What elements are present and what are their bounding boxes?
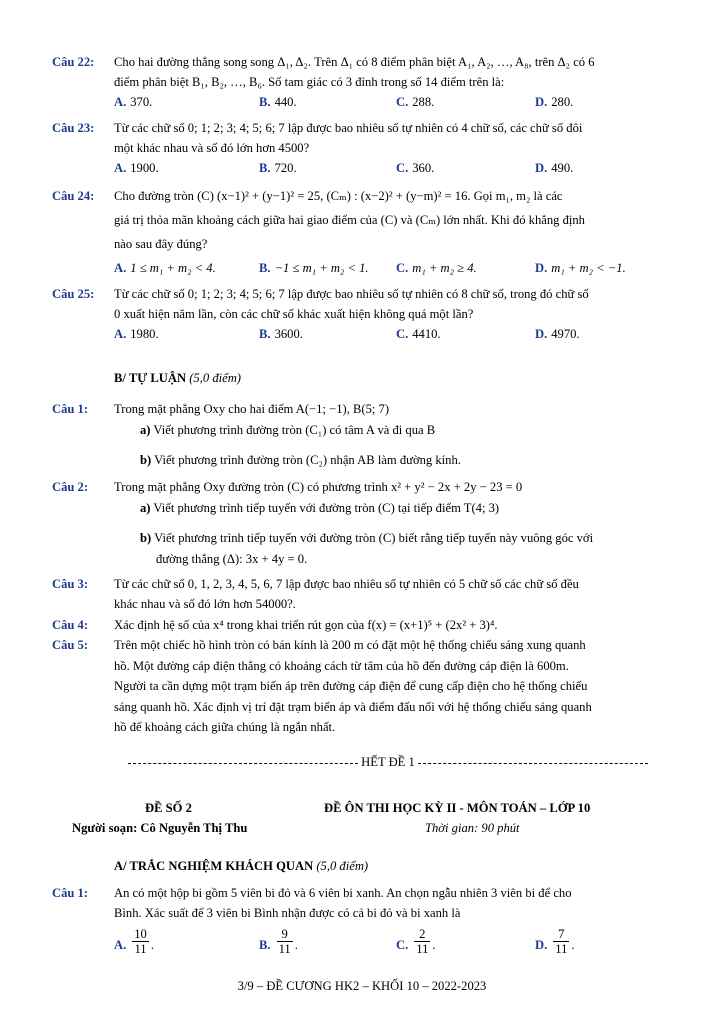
options-row — [114, 92, 672, 112]
question-label: Câu 22: — [52, 55, 95, 69]
question-text — [114, 52, 672, 92]
essay-question-5 — [52, 635, 672, 738]
option-d: D. 490. — [535, 161, 574, 175]
text-line: điểm phân biệt B₁, B₂, …, B₆. Số tam giác có 3 đỉnh trong số 14 điểm trên là: — [114, 75, 505, 89]
question-text — [114, 635, 672, 738]
sub-question-a: a) Viết phương trình tiếp tuyến với đường tròn (C) tại tiếp điểm T(4; 3) — [140, 501, 500, 515]
question-label: Câu 23: — [52, 121, 95, 135]
text-line: khác nhau và số đó lớn hơn 54000?. — [114, 597, 296, 611]
essay-question-1 — [52, 399, 672, 471]
question-label: Câu 1: — [52, 402, 89, 416]
section-points: (5,0 điểm) — [316, 859, 369, 873]
fraction: $\frac{7}{11}$ — [555, 926, 568, 956]
option-d: D. 4970. — [535, 327, 580, 341]
text-line: Trong mặt phẳng Oxy đường tròn (C) có phương trình x² + y² − 2x + 2y − 23 = 0 — [114, 480, 523, 494]
question-1 — [52, 883, 672, 965]
section-essay-title — [114, 368, 241, 388]
option-b: B. 720. — [259, 161, 297, 175]
question-label: Câu 3: — [52, 577, 89, 591]
text-line: Từ các chữ số 0; 1; 2; 3; 4; 5; 6; 7 lập được bao nhiêu số tự nhiên có 8 chữ số, trong đó chữ số — [114, 287, 589, 301]
text-line: Trên một chiếc hồ hình tròn có bán kính là 200 m có đặt một hệ thống chiếu sáng xung quanh — [114, 638, 586, 652]
section-title: B/ TỰ LUẬN — [114, 371, 187, 385]
option-b: B. $\frac{9}{11}$ . — [259, 926, 298, 956]
question-text — [114, 574, 672, 614]
question-22 — [52, 52, 672, 112]
option-a: A. 370. — [114, 95, 153, 109]
text-line: giá trị thỏa mãn khoảng cách giữa hai giao điểm của (C) và (Cₘ) lớn nhất. Khi đó khẳng định — [114, 213, 585, 227]
options-row — [114, 158, 672, 178]
option-a: A. 1980. — [114, 327, 159, 341]
question-label: Câu 24: — [52, 189, 95, 203]
option-d: D. m₁ + m₂ < −1. — [535, 261, 626, 275]
sub-question-b: b) Viết phương trình tiếp tuyến với đường tròn (C) biết rằng tiếp tuyến này vuông góc với — [140, 531, 594, 545]
essay-question-3 — [52, 574, 672, 614]
fraction: $\frac{9}{11}$ — [278, 926, 291, 956]
text-line: Xác định hệ số của x⁴ trong khai triển rút gọn của f(x) = (x+1)⁵ + (2x² + 3)⁴. — [114, 618, 498, 632]
text-line: Người ta cần dựng một trạm biến áp trên đường cáp điện để cung cấp điện cho hệ thống chiếu — [114, 679, 588, 693]
fraction: $\frac{10}{11}$ — [134, 926, 147, 956]
option-d: D. $\frac{7}{11}$ . — [535, 926, 575, 956]
question-label: Câu 5: — [52, 638, 89, 652]
end-of-exam-divider — [114, 752, 662, 772]
option-d: D. 280. — [535, 95, 574, 109]
author: Người soạn: Cô Nguyễn Thị Thu — [72, 821, 248, 835]
question-24 — [52, 184, 672, 280]
text-line: An có một hộp bi gồm 5 viên bi đỏ và 6 viên bi xanh. An chọn ngẫu nhiên 3 viên bi để cho — [114, 886, 572, 900]
text-line: Từ các chữ số 0, 1, 2, 3, 4, 5, 6, 7 lập được bao nhiêu số tự nhiên có 5 chữ số các chữ số đều — [114, 577, 579, 591]
question-text — [114, 399, 672, 471]
exam-time: Thời gian: 90 phút — [425, 821, 520, 835]
text-line: sáng quanh hồ. Xác định vị trí đặt trạm biến áp và điểm đấu nối với hệ thống chiếu sáng quanh — [114, 699, 592, 714]
question-25 — [52, 284, 672, 344]
dashed-line-left — [128, 763, 358, 764]
section-points: (5,0 điểm) — [189, 371, 241, 385]
text-line: Từ các chữ số 0; 1; 2; 3; 4; 5; 6; 7 lập được bao nhiêu số tự nhiên có 4 chữ số, các chữ số đôi — [114, 121, 583, 135]
essay-question-4 — [52, 615, 672, 635]
question-text — [114, 615, 672, 635]
question-text — [114, 477, 672, 570]
text-line: Trong mặt phẳng Oxy cho hai điểm A(−1; −1), B(5; 7) — [114, 402, 390, 416]
page-footer: 3/9 – ĐỀ CƯƠNG HK2 – KHỐI 10 – 2022-2023 — [237, 979, 487, 993]
end-marker: HẾT ĐỀ 1 — [361, 755, 415, 769]
text-line: Cho hai đường thẳng song song Δ₁, Δ₂. Trên Δ₁ có 8 điểm phân biệt A₁, A₂, …, A₈, trên Δ₂ có 6 — [114, 55, 595, 69]
exam-number: ĐỀ SỐ 2 — [145, 801, 192, 815]
question-label: Câu 4: — [52, 618, 89, 632]
option-c: C. $\frac{2}{11}$ . — [396, 926, 436, 956]
options-row — [114, 256, 672, 280]
text-line: nào sau đây đúng? — [114, 237, 208, 251]
option-b: B. 440. — [259, 95, 297, 109]
sub-question-a: a) Viết phương trình đường tròn (C₁) có tâm A và đi qua B — [140, 423, 436, 437]
text-line: 0 xuất hiện năm lần, còn các chữ số khác xuất hiện không quá một lần? — [114, 307, 474, 321]
section-mcq-title — [114, 856, 368, 876]
question-label: Câu 25: — [52, 287, 95, 301]
option-b: B. −1 ≤ m₁ + m₂ < 1. — [259, 261, 369, 275]
option-b: B. 3600. — [259, 327, 303, 341]
text-line: Cho đường tròn (C) (x−1)² + (y−1)² = 25, (Cₘ) : (x−2)² + (y−m)² = 16. Gọi m₁, m₂ là các — [114, 189, 563, 203]
question-label: Câu 1: — [52, 886, 89, 900]
text-line: Bình. Xác suất để 3 viên bi Bình nhận được có cả bi đỏ và bi xanh là — [114, 906, 461, 920]
fraction: $\frac{2}{11}$ — [416, 926, 429, 956]
question-text — [114, 184, 672, 256]
essay-question-2 — [52, 477, 672, 570]
option-c: C. m₁ + m₂ ≥ 4. — [396, 261, 477, 275]
text-line: một khác nhau và số đó lớn hơn 4500? — [114, 141, 310, 155]
sub-question-b: b) Viết phương trình đường tròn (C₂) nhận AB làm đường kính. — [140, 453, 461, 467]
option-c: C. 360. — [396, 161, 435, 175]
options-row — [114, 925, 672, 965]
text-line: hồ. Một đường cáp điện thẳng có khoảng cách từ tâm của hồ đến đường cáp điện là 600m. — [114, 658, 569, 673]
question-text — [114, 883, 672, 923]
question-text — [114, 118, 672, 158]
text-line: hồ để khoảng cách giữa chúng là ngắn nhất. — [114, 720, 336, 734]
option-c: C. 4410. — [396, 327, 441, 341]
text-line: đường thẳng (Δ): 3x + 4y = 0. — [156, 552, 308, 566]
dashed-line-right — [418, 763, 648, 764]
question-23 — [52, 118, 672, 178]
option-a: A. 1 ≤ m₁ + m₂ < 4. — [114, 261, 216, 275]
question-text — [114, 284, 672, 324]
section-title: A/ TRẮC NGHIỆM KHÁCH QUAN — [114, 859, 314, 873]
options-row — [114, 324, 672, 344]
question-label: Câu 2: — [52, 480, 89, 494]
exam-title: ĐỀ ÔN THI HỌC KỲ II - MÔN TOÁN – LỚP 10 — [324, 801, 591, 815]
option-a: A. 1900. — [114, 161, 159, 175]
option-a: A. $\frac{10}{11}$ . — [114, 926, 154, 956]
option-c: C. 288. — [396, 95, 435, 109]
